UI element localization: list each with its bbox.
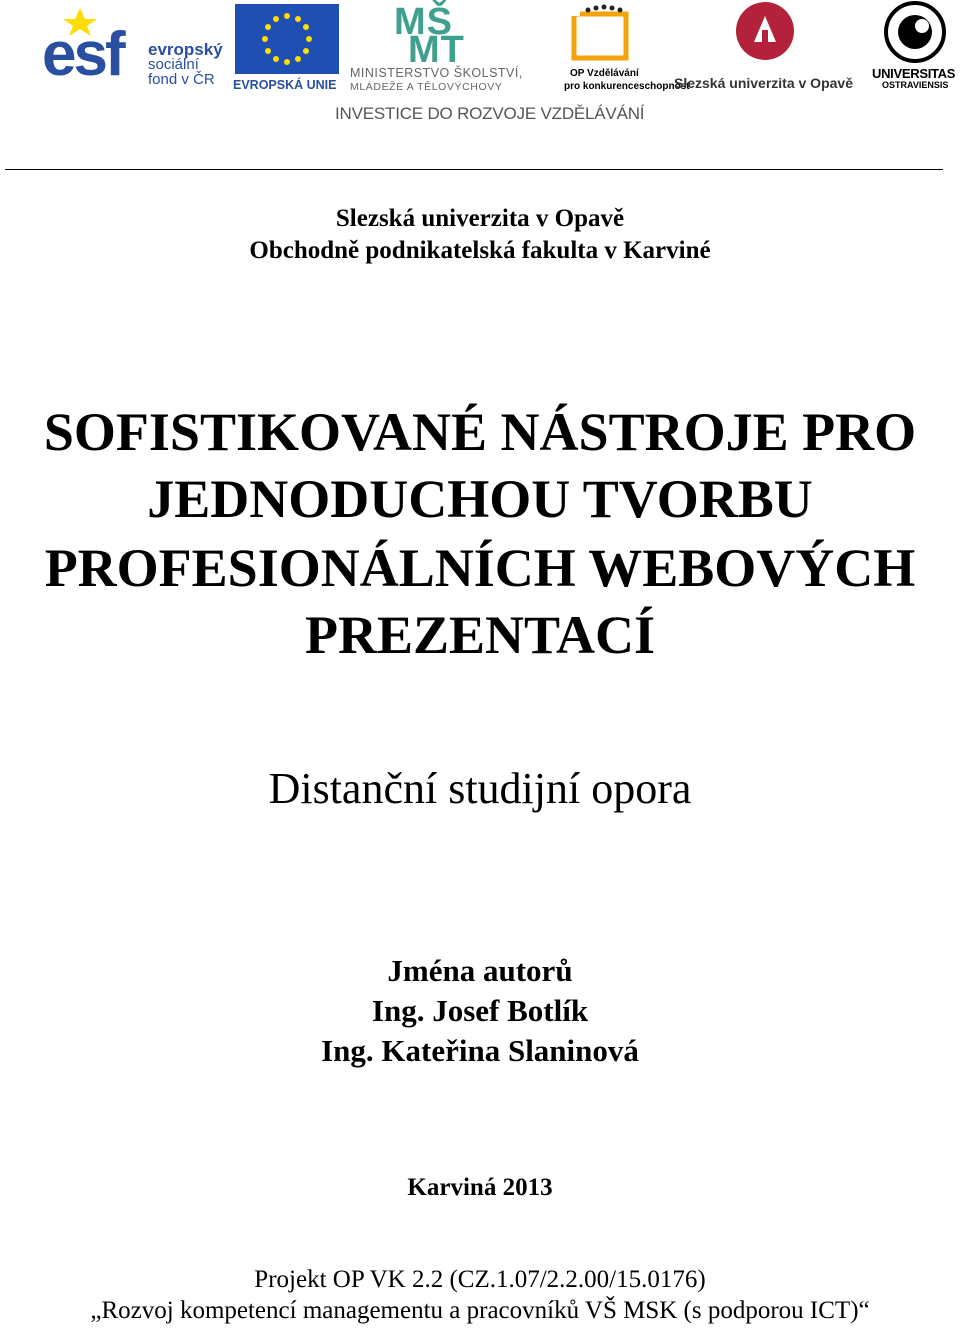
op-emblem-icon [568,4,638,66]
su-seal-icon [736,2,794,60]
ou-logo [872,0,960,95]
esf-line-1: evropský [148,40,223,59]
ou-line-2: OSTRAVIENSIS [882,80,949,90]
esf-line-3: fond v ČR [148,71,215,88]
su-logo [674,0,864,95]
faculty-name: Obchodně podnikatelská fakulta v Karviné [249,237,711,264]
place-and-year: Karviná 2013 [407,1174,553,1201]
msmt-line-2: MLÁDEŽE A TĚLOVÝCHOVY [350,81,503,93]
op-line-1: OP Vzdělávání [570,68,639,79]
authors-heading: Jména autorů [387,953,573,988]
esf-text [148,42,223,87]
msmt-mark-top: MŠ [394,1,453,43]
su-caption: Slezská univerzita v Opavě [674,75,853,91]
university-name: Slezská univerzita v Opavě [335,205,625,232]
document-title-line-3: PROFESIONÁLNÍCH WEBOVÝCH [44,538,916,598]
ou-emblem-icon [882,0,948,66]
document-subtitle: Distanční studijní opora [268,764,692,813]
logo-bar [0,0,960,130]
document-title-line-1: SOFISTIKOVANÉ NÁSTROJE PRO [43,402,917,462]
esf-mark: esf [42,20,123,89]
esf-logo [42,4,232,94]
project-number: Projekt OP VK 2.2 (CZ.1.07/2.2.00/15.0176) [254,1266,706,1293]
msmt-mark-bottom: MT [408,29,465,71]
msmt-line-1: MINISTERSTVO ŠKOLSTVÍ, [350,66,523,80]
document-title-line-2: JEDNODUCHOU TVORBU [147,469,813,529]
document-title-line-4: PREZENTACÍ [304,605,656,665]
logo-tagline: INVESTICE DO ROZVOJE VZDĚLÁVÁNÍ [335,104,645,123]
author-name: Ing. Kateřina Slaninová [321,1033,639,1068]
project-name: „Rozvoj kompetencí managementu a pracovníků VŠ MSK (s podporou ICT)“ [90,1297,870,1324]
op-logo [564,4,690,94]
esf-line-2: sociální [148,56,199,73]
eu-logo [233,4,343,94]
author-name: Ing. Josef Botlík [371,993,589,1028]
header-divider [5,169,943,170]
op-line-2: pro konkurenceschopnost [564,81,690,92]
eu-flag-icon [235,4,339,74]
eu-caption: EVROPSKÁ UNIE [233,78,337,92]
ou-line-1: UNIVERSITAS [872,66,956,81]
msmt-logo [350,2,540,97]
